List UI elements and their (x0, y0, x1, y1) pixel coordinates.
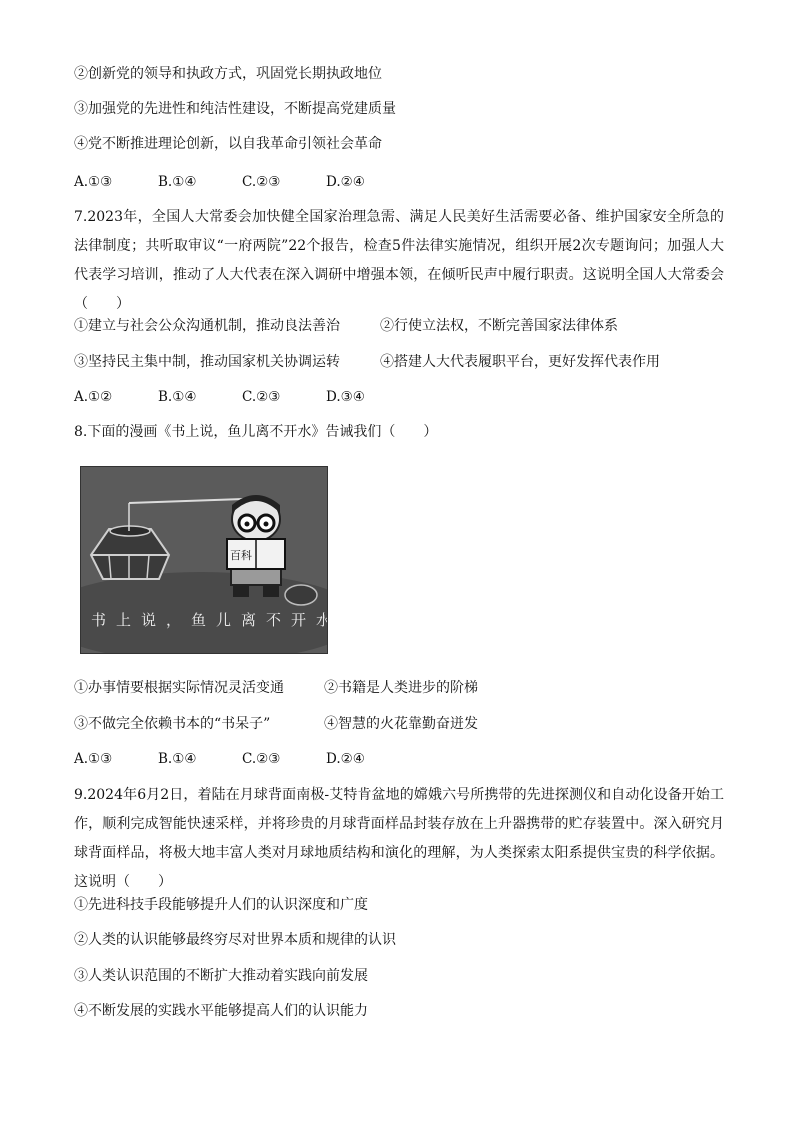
q8-choice-c[interactable]: C.②③ (242, 751, 281, 767)
q7-option-1: ①建立与社会公众沟通机制，推动良法善治 (74, 318, 340, 334)
q7-stem: 7.2023年，全国人大常委会加快健全国家治理急需、满足人民美好生活需要必备、维护国家安全所急的法律制度；共听取审议“一府两院”22个报告，检查5件法律实施情况，组织开展2次专题询问；加强人大代表学习培训，推动了人大代表在深入调研中增强本领，在倾听民声中履行职责。这说明全国人大常委会（ ） (74, 209, 724, 312)
q6-choice-b[interactable]: B.①④ (158, 174, 197, 190)
q6-option-4: ④党不断推进理论创新，以自我革命引领社会革命 (74, 136, 382, 152)
q7-choice-a[interactable]: A.①② (74, 389, 113, 405)
q7-option-3: ③坚持民主集中制，推动国家机关协调运转 (74, 354, 340, 370)
q9-stem: 9.2024年6月2日，着陆在月球背面南极-艾特肯盆地的嫦娥六号所携带的先进探测仪和自动化设备开始工作，顺利完成智能快速采样，并将珍贵的月球背面样品封装存放在上升器携带的贮存装置中。深入研究月球背面样品，将极大地丰富人类对月球地质结构和演化的理解，为人类探索太阳系提供宝贵的科学依据。这说明（ ） (74, 787, 724, 890)
q9-option-3: ③人类认识范围的不断扩大推动着实践向前发展 (74, 968, 368, 984)
q6-choices (74, 172, 410, 192)
q8-option-1: ①办事情要根据实际情况灵活变通 (74, 680, 284, 696)
q7-options-row-2 (74, 352, 660, 372)
cartoon-drawing (81, 467, 327, 653)
q8-options-row-2 (74, 714, 478, 734)
q8-option-4: ④智慧的火花靠勤奋迸发 (324, 716, 478, 732)
q8-option-2: ②书籍是人类进步的阶梯 (324, 680, 478, 696)
q8-option-3: ③不做完全依赖书本的“书呆子” (74, 716, 271, 732)
q8-stem: 8.下面的漫画《书上说，鱼儿离不开水》告诫我们（ ） (74, 424, 438, 440)
q8-options-row-1 (74, 678, 478, 698)
q7-choices (74, 387, 410, 407)
q9-option-1: ①先进科技手段能够提升人们的认识深度和广度 (74, 897, 368, 913)
q6-choice-d[interactable]: D.②④ (326, 174, 365, 190)
svg-text:百科: 百科 (230, 549, 252, 562)
q7-option-4: ④搭建人大代表履职平台，更好发挥代表作用 (380, 354, 660, 370)
q7-choice-c[interactable]: C.②③ (242, 389, 281, 405)
q9-option-4: ④不断发展的实践水平能够提高人们的认识能力 (74, 1003, 368, 1019)
cartoon-caption: 书上说，鱼儿离不开水 (91, 611, 327, 629)
q6-option-2: ②创新党的领导和执政方式，巩固党长期执政地位 (74, 66, 382, 82)
cartoon-image (80, 466, 328, 654)
q8-choice-d[interactable]: D.②④ (326, 751, 365, 767)
reading-child-icon (227, 495, 285, 597)
q8-choice-a[interactable]: A.①③ (74, 751, 113, 767)
q8-choice-b[interactable]: B.①④ (158, 751, 197, 767)
q7-choice-b[interactable]: B.①④ (158, 389, 197, 405)
q6-choice-a[interactable]: A.①③ (74, 174, 113, 190)
q7-choice-d[interactable]: D.③④ (326, 389, 365, 405)
q7-options-row-1 (74, 316, 618, 336)
q6-option-3: ③加强党的先进性和纯洁性建设，不断提高党建质量 (74, 101, 396, 117)
q6-choice-c[interactable]: C.②③ (242, 174, 281, 190)
q7-option-2: ②行使立法权，不断完善国家法律体系 (380, 318, 618, 334)
q9-option-2: ②人类的认识能够最终穷尽对世界本质和规律的认识 (74, 932, 396, 948)
q8-choices (74, 749, 410, 769)
